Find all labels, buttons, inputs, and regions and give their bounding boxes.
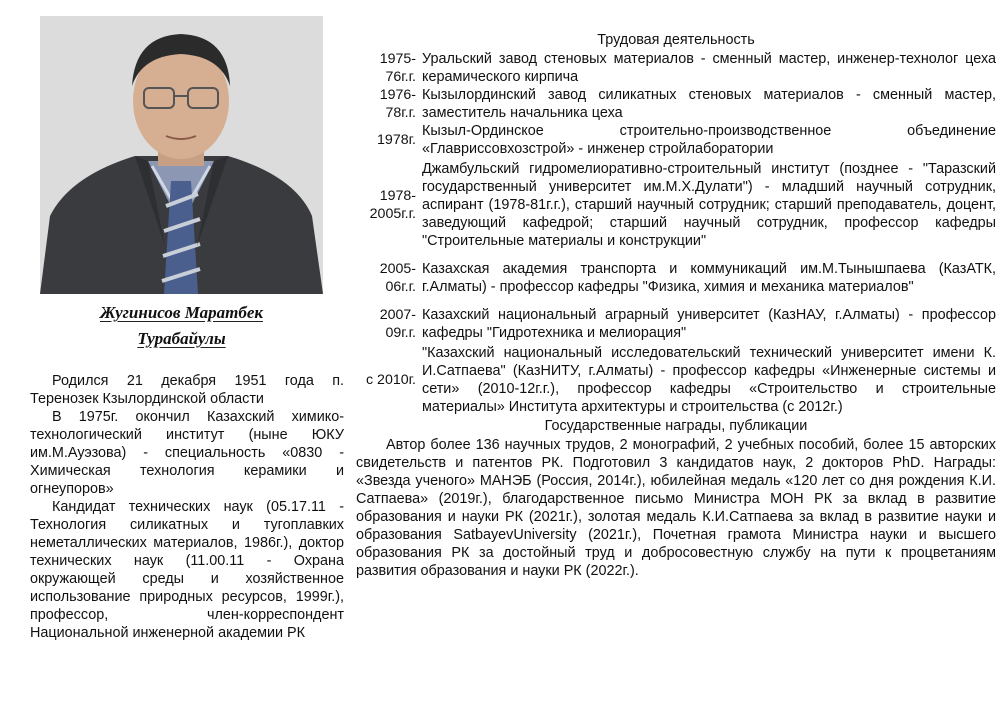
work-entry-text: "Казахский национальный исследовательский технический университет имени К. И.Сатпаева" (КазНИТУ, г.Алматы) - профессор кафедры «Инженерные системы и сети» (2010-12г.г.), профессор кафедры «Строительство и строительные материалы» Института архитектуры и строительства (с 2012г.): [422, 345, 996, 415]
bio-paragraph-birth: Родился 21 декабря 1951 года п. Теренозек Кзылординской области: [30, 373, 344, 407]
career-section: [356, 30, 996, 580]
work-entry-years: 1975-76г.г.: [379, 51, 416, 85]
person-name-line2: Турабайулы: [137, 329, 226, 348]
work-entry-text: Казахская академия транспорта и коммуникаций им.М.Тынышпаева (КазАТК, г.Алматы) - профессор кафедры "Физика, химия и механика материалов": [422, 261, 996, 295]
work-entry-text: Кызылординский завод силикатных стеновых материалов - сменный мастер, заместитель начальника цеха: [422, 87, 996, 121]
work-entry-years: 1978-2005г.г.: [369, 188, 416, 222]
honors-text: Автор более 136 научных трудов, 2 монографий, 2 учебных пособий, более 15 авторских свидетельств и патентов РК. Подготовил 3 кандидатов наук, 2 докторов PhD. Награды: «Звезда ученого» МАНЭБ (Россия, 2014г.), юбилейная медаль «120 лет со дня рождения К.И. Сатпаева» (2019г.), благодарственное письмо Министра МОН РК за вклад в развитие образования и науки РК (2021г.), золотая медаль К.И.Сатпаева за вклад в развитие науки и образования SatbayevUniversity (2021г.), Почетная грамота Министра науки и высшего образования РК за достойный труд и добросовестную службу на пути к процветаниям развития образования и науки РК (2022г.).: [356, 437, 996, 579]
work-entry-years: 1978г.: [377, 132, 416, 148]
work-entry-years: 2007-09г.г.: [379, 307, 416, 341]
work-entry-text: Кызыл-Ординское строительно-производственное объединение «Главриссовхозстрой» - инженер стройлаборатории: [422, 123, 996, 157]
work-entry-text: Уральский завод стеновых материалов - сменный мастер, инженер-технолог цеха керамического кирпича: [422, 51, 996, 85]
work-entry-text: Казахский национальный аграрный университет (КазНАУ, г.Алматы) - профессор кафедры "Гидротехника и мелиорация": [422, 307, 996, 341]
biography-text: [30, 372, 344, 642]
bio-paragraph-education: В 1975г. окончил Казахский химико-технологический институт (ныне ЮКУ им.М.Ауэзова) - специальность «0830 - Химическая технология керамики и огнеупоров»: [30, 409, 344, 497]
work-entry: [356, 260, 996, 296]
work-entry: [356, 344, 996, 416]
work-entry: [356, 306, 996, 342]
work-entry-years: с 2010г.: [366, 372, 416, 388]
work-entry: [356, 50, 996, 86]
person-name: [40, 300, 323, 352]
honors-section-title: Государственные награды, публикации: [544, 418, 808, 434]
work-entry: [356, 160, 996, 250]
work-section-title: Трудовая деятельность: [597, 32, 755, 48]
bio-paragraph-degrees: Кандидат технических наук (05.17.11 - Технология силикатных и тугоплавких неметаллических материалов, 1986г.), доктор технических наук (11.00.11 - Охрана окружающей среды и хозяйственное использование природных ресурсов, 1999г.), профессор, член-корреспондент Национальной инженерной академии РК: [30, 499, 344, 641]
person-name-line1: Жугинисов Маратбек: [100, 303, 263, 322]
work-entry: [356, 122, 996, 158]
work-entry: [356, 86, 996, 122]
portrait-photo: [40, 16, 323, 294]
work-entry-years: 2005-06г.г.: [379, 261, 416, 295]
work-entry-text: Джамбульский гидромелиоративно-строительный институт (позднее - "Таразский государственный университет им.М.Х.Дулати") - младший научный сотрудник, аспирант (1978-81г.г.), старший научный сотрудник; старший преподаватель, доцент, заведующий кафедрой; старший научный сотрудник, профессор кафедры "Строительные материалы и конструкции": [422, 161, 996, 249]
work-entry-years: 1976-78г.г.: [379, 87, 416, 121]
